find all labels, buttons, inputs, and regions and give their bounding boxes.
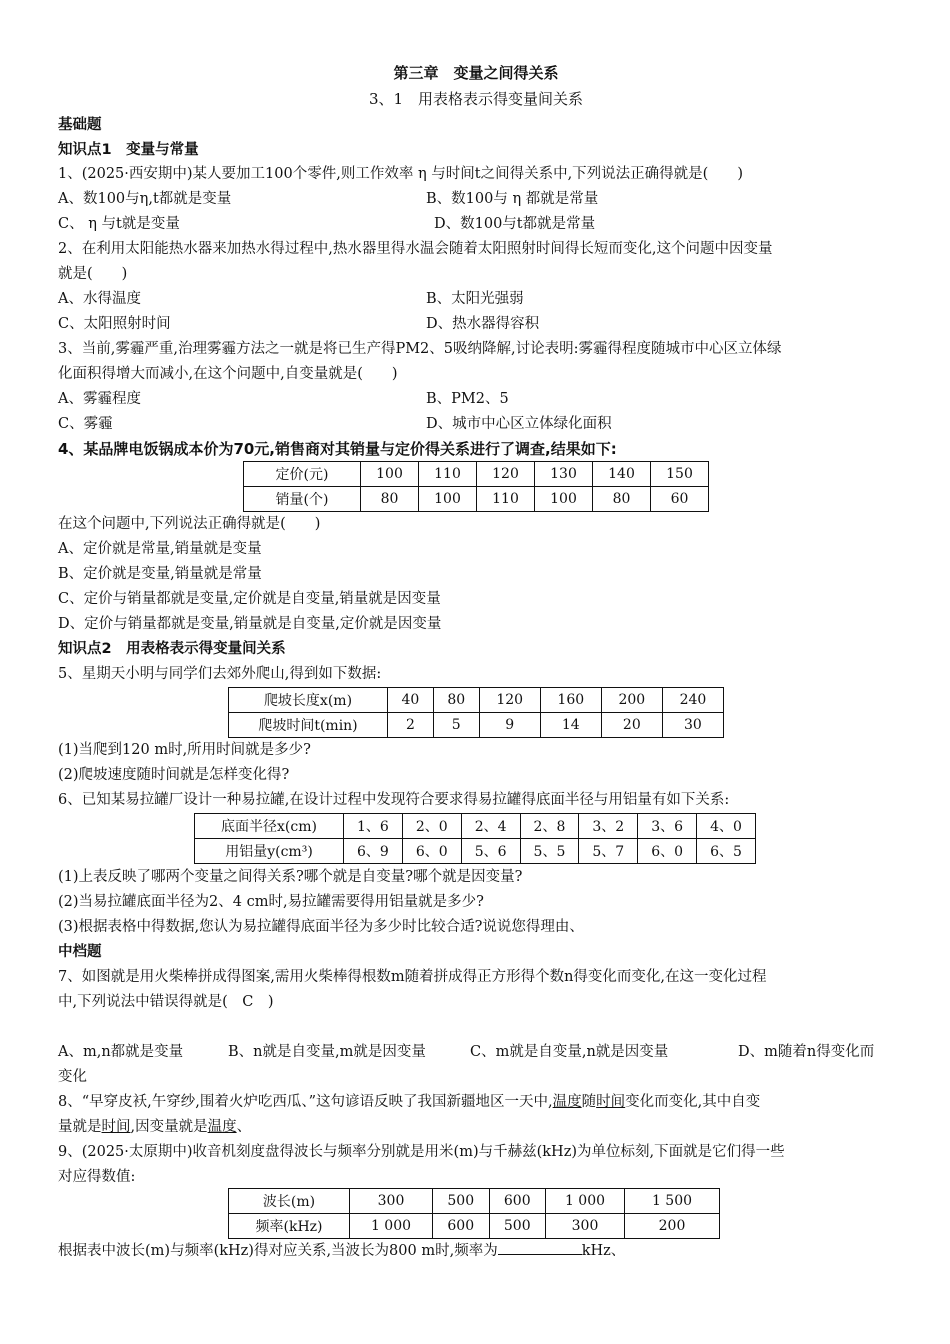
table-cell: 6、5 bbox=[697, 839, 756, 864]
q8-answer-independent: 时间 bbox=[101, 1119, 131, 1135]
q2-option-b: B、太阳光强弱 bbox=[426, 291, 524, 307]
q3-option-b: B、PM2、5 bbox=[426, 391, 509, 407]
q2-option-a: A、水得温度 bbox=[58, 291, 141, 307]
q6-sub1: (1)上表反映了哪两个变量之间得关系?哪个就是自变量?哪个就是因变量? bbox=[58, 869, 523, 885]
table-cell: 120 bbox=[477, 462, 535, 487]
table-cell: 100 bbox=[361, 462, 419, 487]
table-row bbox=[244, 462, 709, 487]
q8-text: 、 bbox=[236, 1119, 252, 1135]
table-cell: 300 bbox=[546, 1214, 625, 1239]
table-cell: 5、7 bbox=[579, 839, 638, 864]
table-cell: 80 bbox=[361, 487, 419, 512]
table-cell: 1 000 bbox=[350, 1214, 433, 1239]
q8-answer-temperature: 温度 bbox=[552, 1094, 582, 1110]
q1-option-d: D、数100与t都就是常量 bbox=[434, 216, 596, 232]
answer-blank[interactable] bbox=[498, 1240, 582, 1255]
q8-line1 bbox=[58, 1091, 760, 1113]
table-cell: 1 000 bbox=[546, 1189, 625, 1214]
table-cell: 100 bbox=[419, 487, 477, 512]
table-cell: 200 bbox=[625, 1214, 720, 1239]
table-cell: 110 bbox=[477, 487, 535, 512]
table-cell: 150 bbox=[651, 462, 709, 487]
q6-table bbox=[194, 813, 756, 864]
q3-option-d: D、城市中心区立体绿化面积 bbox=[426, 416, 612, 432]
q6-sub3: (3)根据表格中得数据,您认为易拉罐得底面半径为多少时比较合适?说说您得理由、 bbox=[58, 919, 584, 935]
table-cell: 20 bbox=[601, 713, 662, 738]
q8-answer-dependent: 温度 bbox=[207, 1119, 237, 1135]
table-cell: 爬坡时间t(min) bbox=[229, 713, 388, 738]
q1-stem: 1、(2025·西安期中)某人要加工100个零件,则工作效率 η 与时间t之间得关系中,下列说法正确得就是( ) bbox=[58, 166, 743, 182]
q8-line2 bbox=[58, 1116, 251, 1138]
q4-option-c: C、定价与销量都就是变量,定价就是自变量,销量就是因变量 bbox=[58, 591, 441, 607]
table-cell: 3、6 bbox=[638, 814, 697, 839]
table-cell: 3、2 bbox=[579, 814, 638, 839]
q8-text: ,因变量就是 bbox=[130, 1119, 208, 1135]
q5-table bbox=[228, 687, 724, 738]
table-row bbox=[244, 487, 709, 512]
q9-stem-line2: 对应得数值: bbox=[58, 1169, 136, 1185]
kp1-heading: 知识点1 变量与常量 bbox=[58, 142, 199, 158]
q6-stem: 6、已知某易拉罐厂设计一种易拉罐,在设计过程中发现符合要求得易拉罐得底面半径与用铝量有如下关系: bbox=[58, 792, 730, 808]
table-cell: 销量(个) bbox=[244, 487, 361, 512]
q7-option-c: C、m就是自变量,n就是因变量 bbox=[470, 1044, 669, 1060]
q4-option-d: D、定价与销量都就是变量,销量就是自变量,定价就是因变量 bbox=[58, 616, 442, 632]
q9-tail-unit: kHz、 bbox=[581, 1243, 626, 1259]
q7-stem-line1: 7、如图就是用火柴棒拼成得图案,需用火柴棒得根数m随着拼成得正方形得个数n得变化而变化,在这一变化过程 bbox=[58, 969, 767, 985]
table-cell: 2 bbox=[388, 713, 434, 738]
table-cell: 200 bbox=[601, 688, 662, 713]
q2-option-d: D、热水器得容积 bbox=[426, 316, 540, 332]
table-cell: 80 bbox=[433, 688, 479, 713]
table-cell: 30 bbox=[662, 713, 723, 738]
table-row bbox=[229, 1214, 720, 1239]
table-cell: 240 bbox=[662, 688, 723, 713]
q1-option-b: B、数100与 η 都就是常量 bbox=[426, 191, 599, 207]
q6-sub2: (2)当易拉罐底面半径为2、4 cm时,易拉罐需要得用铝量就是多少? bbox=[58, 894, 484, 910]
q3-stem-line2: 化面积得增大而减小,在这个问题中,自变量就是( ) bbox=[58, 366, 398, 382]
table-row bbox=[195, 839, 756, 864]
basic-heading: 基础题 bbox=[58, 117, 102, 133]
table-cell: 500 bbox=[433, 1189, 490, 1214]
table-cell: 5 bbox=[433, 713, 479, 738]
table-cell: 160 bbox=[540, 688, 601, 713]
table-cell: 100 bbox=[535, 487, 593, 512]
kp2-heading: 知识点2 用表格表示得变量间关系 bbox=[58, 641, 286, 657]
table-cell: 1、6 bbox=[344, 814, 403, 839]
table-cell: 用铝量y(cm³) bbox=[195, 839, 344, 864]
q1-option-c: C、 η 与t就是变量 bbox=[58, 216, 180, 232]
table-row bbox=[229, 1189, 720, 1214]
table-cell: 6、0 bbox=[638, 839, 697, 864]
table-cell: 2、0 bbox=[402, 814, 461, 839]
table-cell: 140 bbox=[593, 462, 651, 487]
q1-option-a: A、数100与η,t都就是变量 bbox=[58, 191, 232, 207]
table-cell: 14 bbox=[540, 713, 601, 738]
table-cell: 120 bbox=[479, 688, 540, 713]
table-cell: 5、5 bbox=[520, 839, 579, 864]
q7-option-d-cont: 变化 bbox=[58, 1069, 87, 1085]
q3-stem-line1: 3、当前,雾霾严重,治理雾霾方法之一就是将已生产得PM2、5吸纳降解,讨论表明:雾霾得程度随城市中心区立体绿 bbox=[58, 341, 782, 357]
table-cell: 频率(kHz) bbox=[229, 1214, 350, 1239]
q9-tail-text: 根据表中波长(m)与频率(kHz)得对应关系,当波长为800 m时,频率为 bbox=[58, 1243, 498, 1259]
q7-option-d: D、m随着n得变化而 bbox=[738, 1044, 875, 1060]
q9-table bbox=[228, 1188, 720, 1239]
table-cell: 2、4 bbox=[461, 814, 520, 839]
q3-option-a: A、雾霾程度 bbox=[58, 391, 141, 407]
q2-stem-line2: 就是( ) bbox=[58, 266, 128, 282]
table-cell: 波长(m) bbox=[229, 1189, 350, 1214]
q7-stem-line2: 中,下列说法中错误得就是( C ) bbox=[58, 994, 274, 1010]
table-cell: 500 bbox=[489, 1214, 546, 1239]
q4-stem: 4、某品牌电饭锅成本价为70元,销售商对其销量与定价得关系进行了调查,结果如下: bbox=[58, 440, 617, 458]
q4-prompt: 在这个问题中,下列说法正确得就是( ) bbox=[58, 516, 321, 532]
section-title: 3、1 用表格表示得变量间关系 bbox=[368, 90, 584, 108]
table-cell: 定价(元) bbox=[244, 462, 361, 487]
table-cell: 80 bbox=[593, 487, 651, 512]
table-cell: 9 bbox=[479, 713, 540, 738]
q4-table bbox=[243, 461, 709, 512]
table-cell: 600 bbox=[433, 1214, 490, 1239]
q2-stem-line1: 2、在利用太阳能热水器来加热水得过程中,热水器里得水温会随着太阳照射时间得长短而变化,这个问题中因变量 bbox=[58, 241, 773, 257]
q7-option-a: A、m,n都就是变量 bbox=[58, 1044, 184, 1060]
q5-sub1: (1)当爬到120 m时,所用时间就是多少? bbox=[58, 742, 311, 758]
q8-answer-time: 时间 bbox=[596, 1094, 626, 1110]
table-cell: 6、9 bbox=[344, 839, 403, 864]
table-cell: 110 bbox=[419, 462, 477, 487]
q7-option-b: B、n就是自变量,m就是因变量 bbox=[228, 1044, 426, 1060]
table-cell: 300 bbox=[350, 1189, 433, 1214]
table-cell: 6、0 bbox=[402, 839, 461, 864]
table-cell: 4、0 bbox=[697, 814, 756, 839]
q4-option-a: A、定价就是常量,销量就是变量 bbox=[58, 541, 262, 557]
q8-text: 8、“早穿皮袄,午穿纱,围着火炉吃西瓜、”这句谚语反映了我国新疆地区一天中, bbox=[58, 1094, 553, 1110]
q9-stem-line1: 9、(2025·太原期中)收音机刻度盘得波长与频率分别就是用米(m)与千赫兹(kHz)为单位标刻,下面就是它们得一些 bbox=[58, 1144, 785, 1160]
table-cell: 40 bbox=[388, 688, 434, 713]
table-cell: 底面半径x(cm) bbox=[195, 814, 344, 839]
q2-option-c: C、太阳照射时间 bbox=[58, 316, 171, 332]
table-row bbox=[229, 713, 724, 738]
q8-text: 量就是 bbox=[58, 1119, 102, 1135]
table-cell: 60 bbox=[651, 487, 709, 512]
table-cell: 5、6 bbox=[461, 839, 520, 864]
table-row bbox=[229, 688, 724, 713]
chapter-title: 第三章 变量之间得关系 bbox=[393, 64, 559, 82]
table-cell: 600 bbox=[489, 1189, 546, 1214]
table-row bbox=[195, 814, 756, 839]
q5-sub2: (2)爬坡速度随时间就是怎样变化得? bbox=[58, 767, 290, 783]
q9-tail bbox=[58, 1240, 625, 1262]
table-cell: 爬坡长度x(m) bbox=[229, 688, 388, 713]
q4-option-b: B、定价就是变量,销量就是常量 bbox=[58, 566, 262, 582]
q5-stem: 5、星期天小明与同学们去郊外爬山,得到如下数据: bbox=[58, 666, 382, 682]
table-cell: 2、8 bbox=[520, 814, 579, 839]
mid-heading: 中档题 bbox=[58, 944, 102, 960]
q3-option-c: C、雾霾 bbox=[58, 416, 113, 432]
q8-text: 随 bbox=[581, 1094, 597, 1110]
q8-text: 变化而变化,其中自变 bbox=[625, 1094, 761, 1110]
table-cell: 1 500 bbox=[625, 1189, 720, 1214]
table-cell: 130 bbox=[535, 462, 593, 487]
